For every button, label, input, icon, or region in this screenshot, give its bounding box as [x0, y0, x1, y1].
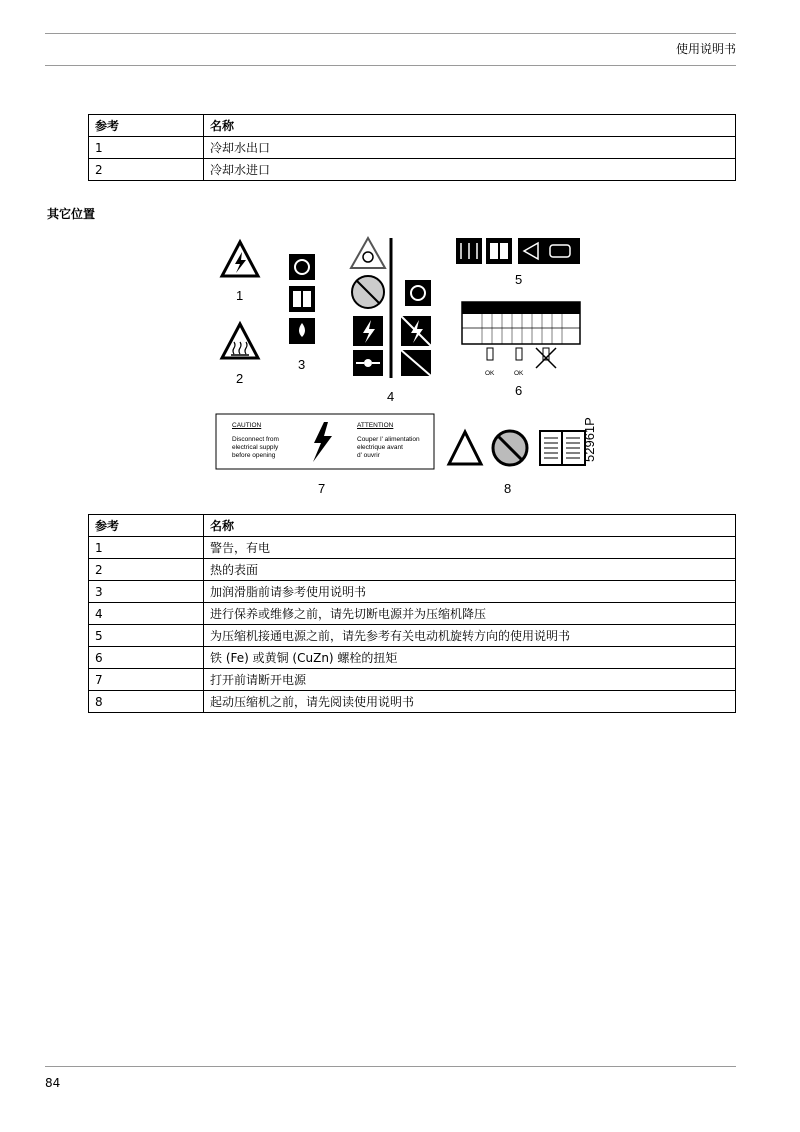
callout-8: 8: [504, 481, 512, 496]
ref-cell: 5: [89, 625, 204, 647]
section-title: 其它位置: [47, 207, 96, 221]
reference-table-1: [88, 114, 736, 181]
decal7-left-line-3: before opening: [232, 452, 276, 459]
rotation-direction-decal-icon: [456, 238, 580, 264]
header-bottom-rule: [45, 65, 736, 66]
name-cell: 进行保养或维修之前，请先切断电源并为压缩机降压: [204, 603, 736, 625]
column-header-name: 名称: [204, 115, 736, 137]
ref-cell: 2: [89, 159, 204, 181]
table-row: [89, 669, 736, 691]
table-header-row: [89, 115, 736, 137]
header-top-rule: [45, 33, 736, 34]
start-decal-icons: [449, 431, 585, 465]
name-cell: 热的表面: [204, 559, 736, 581]
column-header-name: 名称: [204, 515, 736, 537]
table-row: [89, 603, 736, 625]
decal7-right-line-1: Couper l' alimentation: [357, 436, 420, 443]
maintenance-decal-icon: [351, 238, 431, 378]
name-cell: 冷却水进口: [204, 159, 736, 181]
decal6-ok-2: OK: [514, 370, 524, 377]
electric-warning-icon: [222, 242, 258, 276]
table-row: [89, 537, 736, 559]
ref-cell: 7: [89, 669, 204, 691]
decal7-left-heading: CAUTION: [232, 422, 262, 429]
decals-figure: [200, 230, 620, 500]
decal7-left-line-2: electrical supply: [232, 444, 279, 451]
callout-1: 1: [236, 288, 244, 303]
callout-2: 2: [236, 371, 244, 386]
name-cell: 为压缩机接通电源之前，请先参考有关电动机旋转方向的使用说明书: [204, 625, 736, 647]
table-row: [89, 647, 736, 669]
table-row: [89, 137, 736, 159]
decal7-right-line-3: d' ouvrir: [357, 452, 380, 459]
ref-cell: 8: [89, 691, 204, 713]
column-header-ref: 参考: [89, 115, 204, 137]
name-cell: 铁 (Fe) 或黄铜 (CuZn) 螺栓的扭矩: [204, 647, 736, 669]
decal6-ok-1: OK: [485, 370, 495, 377]
ref-cell: 1: [89, 537, 204, 559]
callout-4: 4: [387, 389, 395, 404]
ref-cell: 6: [89, 647, 204, 669]
header-title: 使用说明书: [675, 42, 736, 56]
callout-5: 5: [515, 272, 523, 287]
name-cell: 加润滑脂前请参考使用说明书: [204, 581, 736, 603]
torque-table-decal-icon: [462, 302, 580, 368]
table-row: [89, 625, 736, 647]
hot-surface-icon: [222, 324, 258, 358]
name-cell: 冷却水出口: [204, 137, 736, 159]
callout-6: 6: [515, 383, 523, 398]
column-header-ref: 参考: [89, 515, 204, 537]
table-header-row: [89, 515, 736, 537]
footer-rule: [45, 1066, 736, 1067]
decal7-right-line-2: electrique avant: [357, 444, 403, 451]
page-number: 84: [45, 1076, 61, 1090]
table-row: [89, 581, 736, 603]
decal7-left-line-1: Disconnect from: [232, 436, 279, 443]
name-cell: 警告，有电: [204, 537, 736, 559]
figure-code: 52961P: [582, 417, 597, 462]
callout-7: 7: [318, 481, 326, 496]
table-row: [89, 159, 736, 181]
table-row: [89, 691, 736, 713]
table-row: [89, 559, 736, 581]
ref-cell: 3: [89, 581, 204, 603]
name-cell: 起动压缩机之前，请先阅读使用说明书: [204, 691, 736, 713]
name-cell: 打开前请断开电源: [204, 669, 736, 691]
callout-3: 3: [298, 357, 306, 372]
decal7-right-heading: ATTENTION: [357, 422, 394, 429]
ref-cell: 4: [89, 603, 204, 625]
ref-cell: 2: [89, 559, 204, 581]
ref-cell: 1: [89, 137, 204, 159]
reference-table-2: [88, 514, 736, 713]
lubrication-decal-icon: [289, 254, 315, 344]
